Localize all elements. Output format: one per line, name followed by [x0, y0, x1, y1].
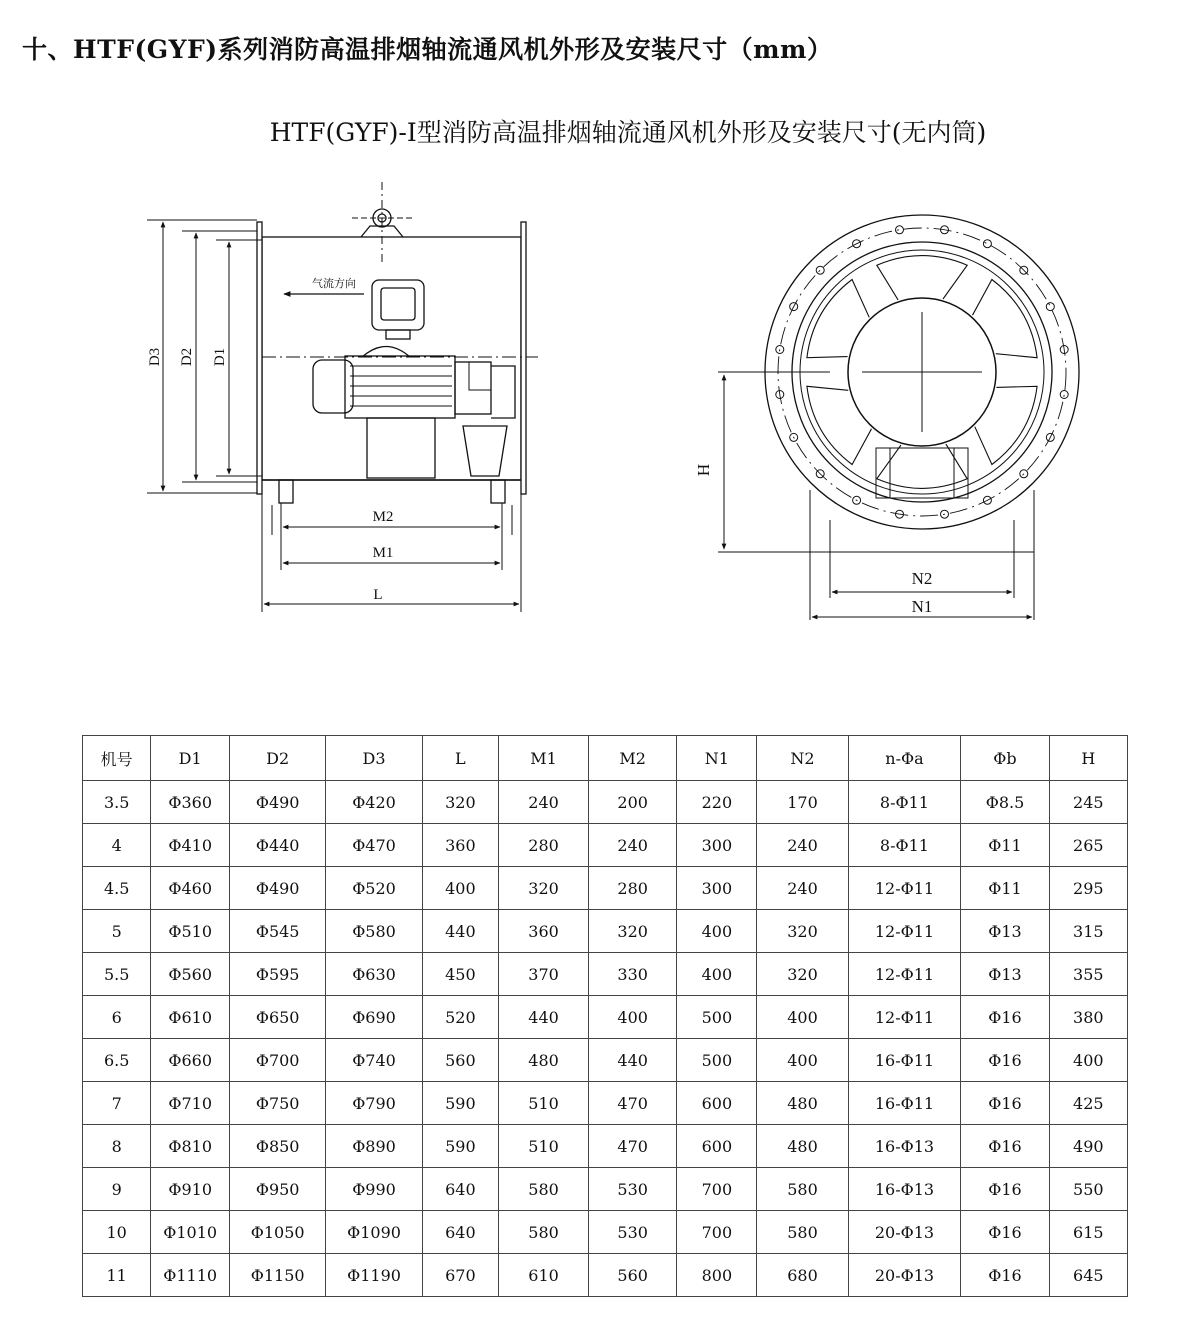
table-cell: 520: [422, 996, 498, 1039]
support-foot-left: [279, 480, 293, 503]
table-row: [83, 1254, 1128, 1297]
table-cell: 425: [1049, 1082, 1127, 1125]
table-cell: 400: [677, 910, 757, 953]
table-cell: Φ13: [961, 910, 1049, 953]
table-cell: 8: [83, 1125, 151, 1168]
column-header: Φb: [961, 736, 1049, 781]
table-cell: Φ890: [326, 1125, 422, 1168]
table-cell: 4: [83, 824, 151, 867]
table-cell: 170: [757, 781, 848, 824]
table-cell: 320: [757, 953, 848, 996]
table-cell: 640: [422, 1168, 498, 1211]
table-cell: 450: [422, 953, 498, 996]
table-cell: 240: [757, 824, 848, 867]
table-cell: 12-Φ11: [848, 910, 961, 953]
table-cell: Φ990: [326, 1168, 422, 1211]
table-row: [83, 1168, 1128, 1211]
table-row: [83, 953, 1128, 996]
table-cell: 510: [499, 1082, 589, 1125]
dim-label-d1: D1: [212, 347, 228, 367]
table-cell: Φ650: [229, 996, 325, 1039]
table-cell: Φ630: [326, 953, 422, 996]
table-cell: 700: [677, 1168, 757, 1211]
table-cell: Φ710: [151, 1082, 230, 1125]
table-cell: Φ460: [151, 867, 230, 910]
table-cell: 240: [757, 867, 848, 910]
dim-label-l: L: [373, 587, 383, 603]
table-cell: 470: [589, 1125, 677, 1168]
table-cell: Φ580: [326, 910, 422, 953]
table-body: [83, 781, 1128, 1297]
table-cell: 400: [1049, 1039, 1127, 1082]
dim-label-h: H: [694, 463, 713, 477]
inlet-flange: [257, 222, 262, 494]
table-cell: 330: [589, 953, 677, 996]
table-cell: 320: [589, 910, 677, 953]
fan-blade: [975, 386, 1037, 464]
table-cell: 355: [1049, 953, 1127, 996]
table-cell: Φ660: [151, 1039, 230, 1082]
table-cell: 5.5: [83, 953, 151, 996]
table-cell: 590: [422, 1125, 498, 1168]
table-cell: 550: [1049, 1168, 1127, 1211]
table-cell: 16-Φ13: [848, 1125, 961, 1168]
table-cell: 265: [1049, 824, 1127, 867]
table-cell: Φ16: [961, 1211, 1049, 1254]
table-cell: 12-Φ11: [848, 953, 961, 996]
table-cell: 800: [677, 1254, 757, 1297]
table-cell: 440: [422, 910, 498, 953]
fan-blade: [877, 256, 967, 300]
table-cell: 530: [589, 1168, 677, 1211]
table-cell: Φ700: [229, 1039, 325, 1082]
table-cell: Φ16: [961, 996, 1049, 1039]
table-cell: Φ910: [151, 1168, 230, 1211]
table-cell: 3.5: [83, 781, 151, 824]
table-cell: 20-Φ13: [848, 1211, 961, 1254]
installation-drawing: [0, 170, 1200, 650]
table-cell: Φ1150: [229, 1254, 325, 1297]
table-cell: 480: [757, 1082, 848, 1125]
bolt-hole: [1060, 391, 1068, 399]
dim-label-d2: D2: [179, 347, 195, 367]
table-cell: 16-Φ11: [848, 1039, 961, 1082]
table-row: [83, 1082, 1128, 1125]
dim-label-m2: M2: [372, 509, 394, 525]
table-cell: 11: [83, 1254, 151, 1297]
table-row: [83, 824, 1128, 867]
table-cell: 280: [499, 824, 589, 867]
bolt-hole: [1046, 303, 1054, 311]
front-view: [718, 215, 1079, 620]
fan-casing: [262, 237, 521, 480]
table-cell: 16-Φ13: [848, 1168, 961, 1211]
table-cell: 315: [1049, 910, 1127, 953]
table-cell: 200: [589, 781, 677, 824]
table-cell: Φ440: [229, 824, 325, 867]
table-row: [83, 1211, 1128, 1254]
table-cell: Φ16: [961, 1039, 1049, 1082]
table-cell: 440: [589, 1039, 677, 1082]
table-cell: Φ16: [961, 1125, 1049, 1168]
column-header: D1: [151, 736, 230, 781]
fan-blade: [807, 386, 872, 464]
section-heading: 十、HTF(GYF)系列消防高温排烟轴流通风机外形及安装尺寸（mm）: [22, 35, 833, 64]
table-cell: 580: [757, 1211, 848, 1254]
table-cell: 580: [499, 1211, 589, 1254]
table-cell: 640: [422, 1211, 498, 1254]
motor: [313, 347, 515, 479]
table-cell: 9: [83, 1168, 151, 1211]
table-cell: Φ1110: [151, 1254, 230, 1297]
table-cell: Φ16: [961, 1168, 1049, 1211]
table-cell: 370: [499, 953, 589, 996]
table-cell: 600: [677, 1082, 757, 1125]
table-cell: 280: [589, 867, 677, 910]
table-cell: 500: [677, 1039, 757, 1082]
table-cell: 615: [1049, 1211, 1127, 1254]
table-cell: 295: [1049, 867, 1127, 910]
fan-blade: [807, 280, 869, 358]
table-cell: Φ560: [151, 953, 230, 996]
table-cell: 6.5: [83, 1039, 151, 1082]
table-cell: Φ1190: [326, 1254, 422, 1297]
table-cell: 510: [499, 1125, 589, 1168]
table-cell: Φ470: [326, 824, 422, 867]
table-cell: 320: [422, 781, 498, 824]
table-cell: 480: [499, 1039, 589, 1082]
table-cell: 8-Φ11: [848, 824, 961, 867]
table-cell: Φ1010: [151, 1211, 230, 1254]
table-cell: Φ410: [151, 824, 230, 867]
table-header-row: [83, 736, 1128, 781]
table-cell: 320: [499, 867, 589, 910]
support-foot-right: [491, 480, 505, 503]
table-cell: 4.5: [83, 867, 151, 910]
table-row: [83, 1039, 1128, 1082]
column-header: M1: [499, 736, 589, 781]
table-cell: 580: [499, 1168, 589, 1211]
table-cell: Φ1050: [229, 1211, 325, 1254]
table-cell: 240: [589, 824, 677, 867]
table-cell: 12-Φ11: [848, 996, 961, 1039]
dimension-table: [82, 735, 1128, 1297]
table-cell: 560: [422, 1039, 498, 1082]
table-cell: Φ16: [961, 1254, 1049, 1297]
table-cell: Φ11: [961, 824, 1049, 867]
table-cell: 400: [589, 996, 677, 1039]
column-header: n-Φa: [848, 736, 961, 781]
table-cell: 360: [422, 824, 498, 867]
table-cell: Φ8.5: [961, 781, 1049, 824]
table-cell: 320: [757, 910, 848, 953]
table-row: [83, 910, 1128, 953]
table-cell: 400: [677, 953, 757, 996]
table-cell: Φ11: [961, 867, 1049, 910]
table-cell: Φ520: [326, 867, 422, 910]
column-header: D3: [326, 736, 422, 781]
dim-label-d3: D3: [147, 347, 163, 367]
table-cell: Φ610: [151, 996, 230, 1039]
table-cell: 12-Φ11: [848, 867, 961, 910]
table-cell: 300: [677, 824, 757, 867]
table-cell: Φ810: [151, 1125, 230, 1168]
table-cell: 700: [677, 1211, 757, 1254]
table-cell: 360: [499, 910, 589, 953]
bolt-hole: [896, 226, 904, 234]
table-cell: Φ950: [229, 1168, 325, 1211]
table-cell: Φ545: [229, 910, 325, 953]
table-cell: 400: [757, 996, 848, 1039]
table-cell: 600: [677, 1125, 757, 1168]
table-cell: Φ490: [229, 867, 325, 910]
table-row: [83, 781, 1128, 824]
table-cell: 400: [757, 1039, 848, 1082]
table-cell: 590: [422, 1082, 498, 1125]
table-cell: Φ595: [229, 953, 325, 996]
bolt-hole: [816, 266, 824, 274]
column-header: H: [1049, 736, 1127, 781]
table-cell: Φ360: [151, 781, 230, 824]
table-cell: 500: [677, 996, 757, 1039]
table-cell: 20-Φ13: [848, 1254, 961, 1297]
table-cell: Φ690: [326, 996, 422, 1039]
table-cell: Φ1090: [326, 1211, 422, 1254]
table-cell: Φ490: [229, 781, 325, 824]
table-cell: 16-Φ11: [848, 1082, 961, 1125]
column-header: L: [422, 736, 498, 781]
table-cell: 680: [757, 1254, 848, 1297]
table-cell: 490: [1049, 1125, 1127, 1168]
table-cell: 6: [83, 996, 151, 1039]
table-cell: 10: [83, 1211, 151, 1254]
table-cell: 530: [589, 1211, 677, 1254]
table-row: [83, 1125, 1128, 1168]
table-cell: Φ510: [151, 910, 230, 953]
column-header: M2: [589, 736, 677, 781]
dim-label-n2: N2: [911, 569, 933, 588]
table-cell: 240: [499, 781, 589, 824]
column-header: N2: [757, 736, 848, 781]
bearing-support: [463, 426, 507, 476]
table-cell: 8-Φ11: [848, 781, 961, 824]
table-cell: Φ16: [961, 1082, 1049, 1125]
dim-label-m1: M1: [372, 545, 394, 561]
airflow-label: 气流方向: [312, 278, 356, 290]
outlet-flange: [521, 222, 526, 494]
table-cell: Φ740: [326, 1039, 422, 1082]
column-header: D2: [229, 736, 325, 781]
table-cell: 440: [499, 996, 589, 1039]
table-cell: 470: [589, 1082, 677, 1125]
table-cell: Φ420: [326, 781, 422, 824]
table-cell: 560: [589, 1254, 677, 1297]
side-view: [147, 182, 538, 612]
table-cell: Φ790: [326, 1082, 422, 1125]
drawing-title: HTF(GYF)-Ⅰ型消防高温排烟轴流通风机外形及安装尺寸(无内筒): [269, 118, 987, 147]
table-cell: Φ850: [229, 1125, 325, 1168]
table-cell: 480: [757, 1125, 848, 1168]
table-cell: 7: [83, 1082, 151, 1125]
table-cell: 670: [422, 1254, 498, 1297]
column-header: 机号: [83, 736, 151, 781]
table-cell: 220: [677, 781, 757, 824]
table-cell: 300: [677, 867, 757, 910]
table-cell: 610: [499, 1254, 589, 1297]
table-cell: 380: [1049, 996, 1127, 1039]
table-cell: 245: [1049, 781, 1127, 824]
table-cell: 5: [83, 910, 151, 953]
table-cell: Φ750: [229, 1082, 325, 1125]
table-cell: 645: [1049, 1254, 1127, 1297]
table-row: [83, 867, 1128, 910]
column-header: N1: [677, 736, 757, 781]
table-cell: 580: [757, 1168, 848, 1211]
dim-label-n1: N1: [911, 597, 933, 616]
table-cell: 400: [422, 867, 498, 910]
table-cell: Φ13: [961, 953, 1049, 996]
fan-blade: [973, 280, 1038, 358]
bolt-hole: [983, 240, 991, 248]
table-row: [83, 996, 1128, 1039]
